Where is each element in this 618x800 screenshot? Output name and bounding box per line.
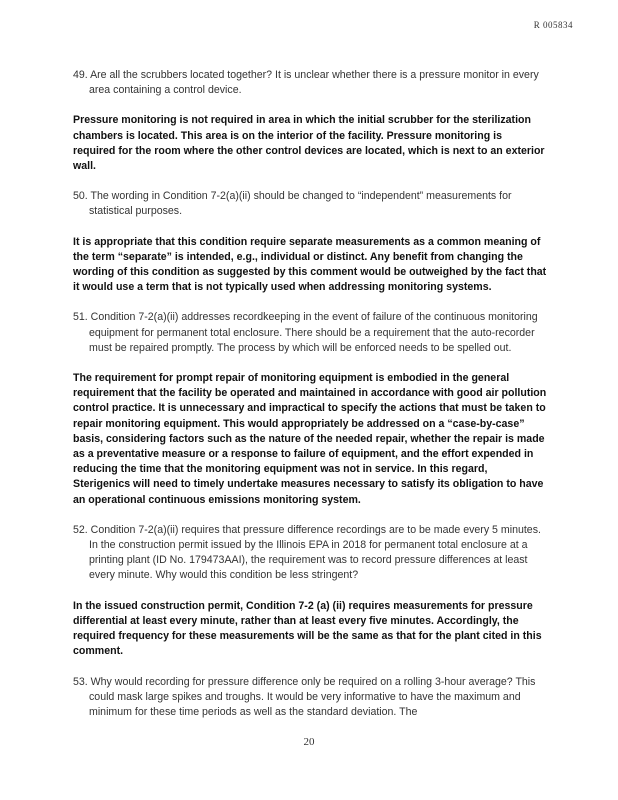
page-number: 20 [303,736,315,748]
question-51: 51. Condition 7-2(a)(ii) addresses recordkeeping in the event of failure of the continuous monitoring equipment for permanent total enclosure. There should be a requirement that the auto-recorder must be repaired promptly. The process by which will be enforced needs to be spelled out. [73,311,538,354]
question-49: 49. Are all the scrubbers located together? It is unclear whether there is a pressure monitor in every area containing a control device. [73,69,539,97]
question-53: 53. Why would recording for pressure difference only be required on a rolling 3-hour average? This could mask large spikes and troughs. It would be very informative to have the maximum and minimum for these time periods as well as the standard deviation. The [73,675,536,718]
response-50: It is appropriate that this condition require separate measurements as a common meaning of the term “separate” is intended, e.g., individual or distinct. Any benefit from changing the wording of this condition as suggested by this comment would be outweighed by the fact that it would use a term that is not typically used when addressing monitoring systems. [73,235,547,294]
question-52: 52. Condition 7-2(a)(ii) requires that pressure difference recordings are to be made every 5 minutes. In the construction permit issued by the Illinois EPA in 2018 for permanent total enclosure at a printing plant (ID No. 179473AAI), the requirement was to record pressure differences at least every minute. Why would this condition be less stringent? [73,523,541,582]
question-50: 50. The wording in Condition 7-2(a)(ii) should be changed to “independent” measurements for statistical purposes. [73,190,512,218]
document-body [73,68,547,735]
bates-number: R 005834 [533,20,573,30]
response-49: Pressure monitoring is not required in area in which the initial scrubber for the sterilization chambers is located. This area is on the interior of the facility. Pressure monitoring is required for the room where the other control devices are located, which is next to an exterior wall. [73,114,545,173]
response-51: The requirement for prompt repair of monitoring equipment is embodied in the general requirement that the facility be operated and maintained in accordance with good air pollution control practice. It is unnecessary and impractical to specify the actions that must be taken to repair monitoring equipment. This would appropriately be addressed on a “case-by-case” basis, considering factors such as the nature of the needed repair, whether the repair is made as a preventative measure or a response to failure of equipment, and the effort expended in reducing the time that the monitoring equipment was not in service. In this regard, Sterigenics will need to timely undertake measures necessary to satisfy its obligation to have an operational continuous emissions monitoring system. [73,372,547,506]
response-52: In the issued construction permit, Condition 7-2 (a) (ii) requires measurements for pressure differential at least every minute, rather than at least every five minutes. Accordingly, the required frequency for these measurements will be the same as that for the plant cited in this comment. [73,599,542,658]
